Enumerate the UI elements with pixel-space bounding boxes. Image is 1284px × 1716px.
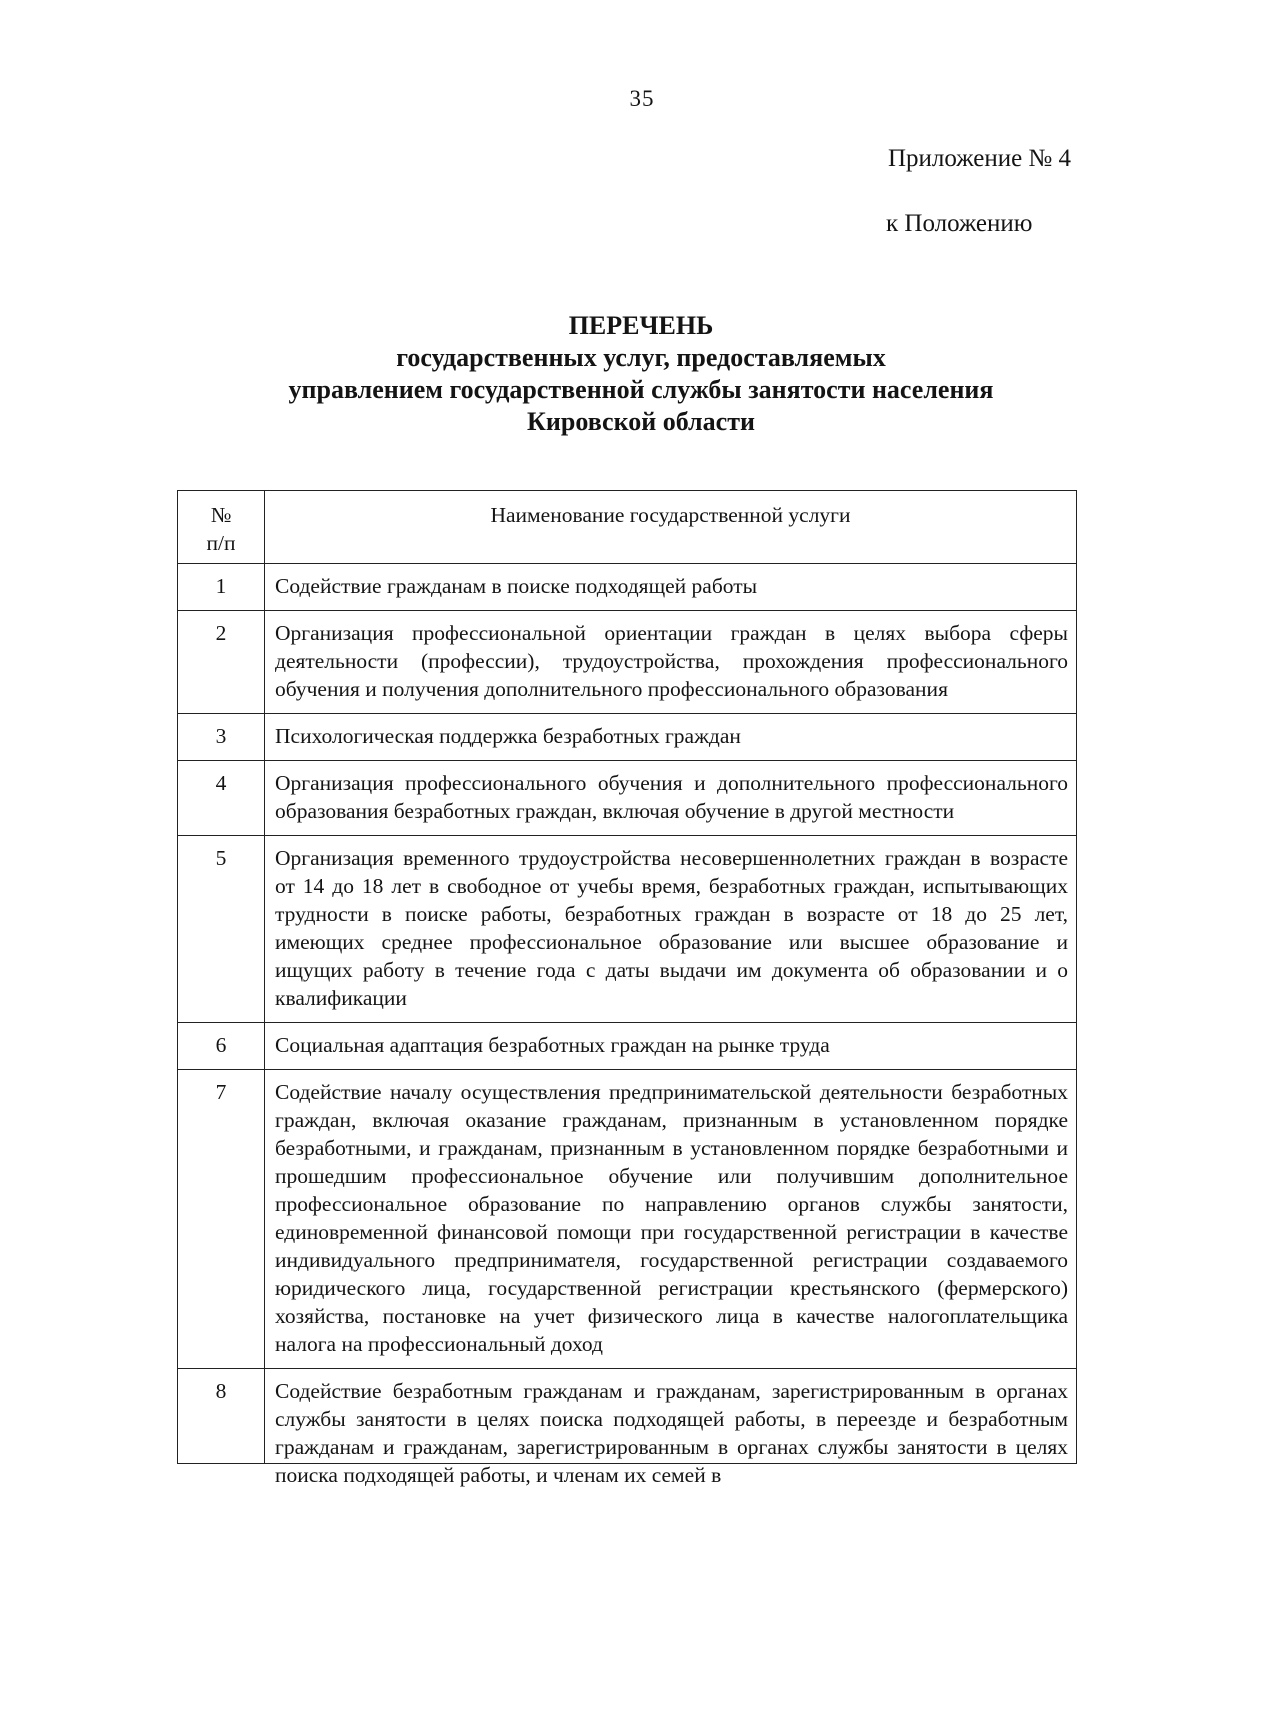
service-name: Социальная адаптация безработных граждан на рынке труда — [265, 1023, 1077, 1070]
header-number-abbr: п/п — [206, 531, 236, 555]
title-line-4: Кировской области — [527, 407, 755, 436]
row-number: 8 — [178, 1369, 265, 1464]
header-number — [178, 491, 265, 564]
table-row — [178, 611, 1077, 714]
service-name: Содействие безработным гражданам и гражданам, зарегистрированным в органах службы занятости в целях поиска подходящей работы, в переезде и безработным гражданам и гражданам, зарегистрированным в органах службы занятости в целях поиска подходящей работы, и членам их семей в — [275, 1379, 1068, 1487]
title-line-3: управлением государственной службы занятости населения — [288, 375, 994, 404]
table-row — [178, 761, 1077, 836]
title-line-2: государственных услуг, предоставляемых — [396, 343, 886, 372]
services-table — [177, 490, 1077, 1487]
service-name: Организация профессиональной ориентации граждан в целях выбора сферы деятельности (профессии), трудоустройства, прохождения профессионального обучения и получения дополнительного профессионального образования — [265, 611, 1077, 714]
appendix-label: Приложение № 4 — [888, 145, 1072, 172]
page-number: 35 — [629, 86, 655, 111]
row-number: 6 — [178, 1023, 265, 1070]
service-name: Организация профессионального обучения и дополнительного профессионального образования безработных граждан, включая обучение в другой местности — [265, 761, 1077, 836]
service-name: Психологическая поддержка безработных граждан — [265, 714, 1077, 761]
header-number-symbol: № — [210, 503, 232, 527]
title-line-1: ПЕРЕЧЕНЬ — [568, 311, 714, 340]
service-name: Содействие началу осуществления предпринимательской деятельности безработных граждан, включая оказание гражданам, признанным в установленном порядке безработными, и гражданам, признанным в установленном порядке безработными и прошедшим профессиональное обучение или получившим дополнительное профессиональное образование по направлению органов службы занятости, единовременной финансовой помощи при государственной регистрации в качестве индивидуального предпринимателя, государственной регистрации создаваемого юридического лица, государственной регистрации крестьянского (фермерского) хозяйства, постановке на учет физического лица в качестве налогоплательщика налога на профессиональный доход — [265, 1070, 1077, 1369]
table-header-row — [178, 491, 1077, 564]
table-row — [178, 1070, 1077, 1369]
row-number: 3 — [178, 714, 265, 761]
row-number: 7 — [178, 1070, 265, 1369]
row-number: 4 — [178, 761, 265, 836]
document-title — [230, 310, 1052, 438]
regulation-reference: к Положению — [886, 210, 1033, 237]
table-row — [178, 564, 1077, 611]
service-name: Организация временного трудоустройства несовершеннолетних граждан в возрасте от 14 до 18 лет в свободное от учебы время, безработных граждан, испытывающих трудности в поиске работы, безработных граждан в возрасте от 18 до 25 лет, имеющих среднее профессиональное образование или высшее образование и ищущих работу в течение года с даты выдачи им документа об образовании и о квалификации — [265, 836, 1077, 1023]
table-row — [178, 836, 1077, 1023]
service-name-cell — [265, 1369, 1077, 1487]
row-number: 1 — [178, 564, 265, 611]
table-row — [178, 1369, 1077, 1464]
row-number: 2 — [178, 611, 265, 714]
service-name: Содействие гражданам в поиске подходящей работы — [265, 564, 1077, 611]
table-row — [178, 714, 1077, 761]
header-service-name: Наименование государственной услуги — [265, 491, 1077, 564]
table-row — [178, 1023, 1077, 1070]
row-number: 5 — [178, 836, 265, 1023]
